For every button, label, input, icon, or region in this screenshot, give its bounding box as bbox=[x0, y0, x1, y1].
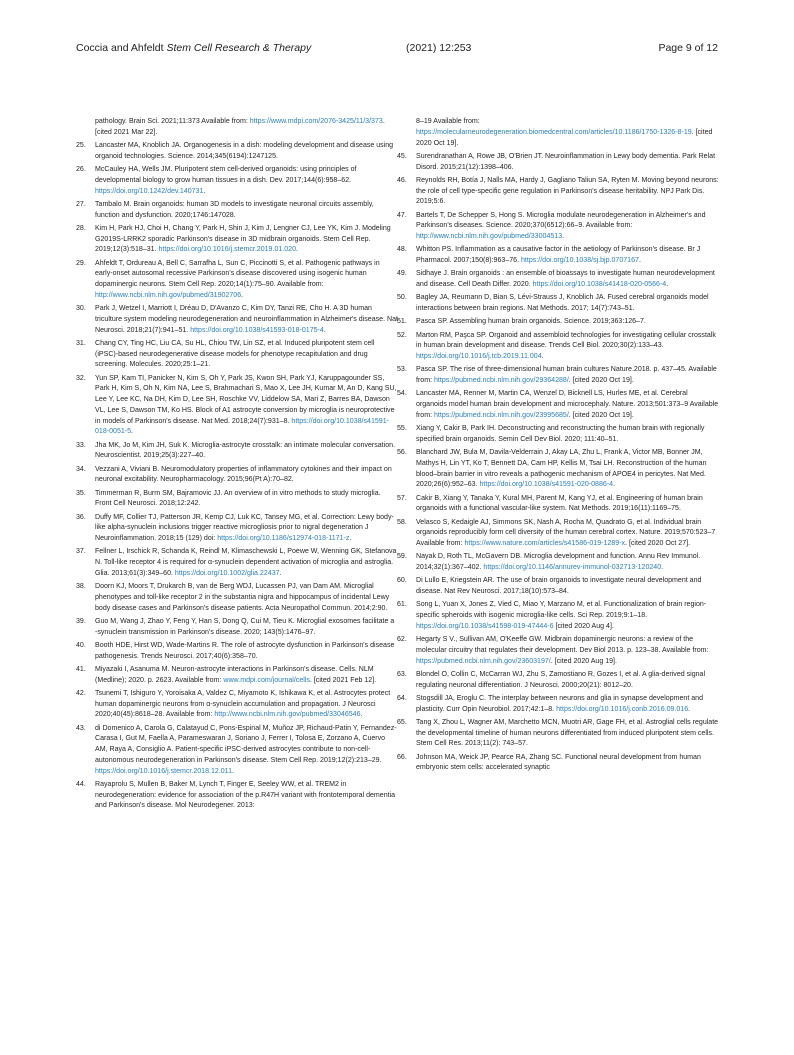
reference-link[interactable]: https://doi.org/10.1002/glia.22437 bbox=[174, 569, 280, 577]
reference-text: Sidhaye J. Brain organoids : an ensemble of bioassays to investigate human neurodevelopment and disease. Cell Death Differ. 2020. bbox=[416, 270, 715, 288]
reference-number: 63. bbox=[397, 670, 407, 678]
reference-entry bbox=[397, 448, 719, 491]
reference-text: Lancaster MA, Knoblich JA. Organogenesis in a dish: modeling development and disease using organoid technologies. Science. 2014;345(6194):1247125. bbox=[95, 142, 394, 160]
reference-entry bbox=[76, 304, 398, 336]
reference-text: Nayak D, Roth TL, McGavern DB. Microglia development and function. Annu Rev Immunol. 2014;32(1):367–402. bbox=[416, 553, 701, 571]
reference-number: 47. bbox=[397, 211, 407, 219]
reference-number: 26. bbox=[76, 166, 86, 173]
reference-text: Chang CY, Ting HC, Liu CA, Su HL, Chiou TW, Lin SZ, et al. Induced pluripotent stem cell (iPSC)-based neurodegenerative disease models for phenotype recapitulation and drug screening. Molecules. 2020;25:1–21. bbox=[95, 339, 375, 369]
reference-link[interactable]: https://doi.org/10.1016/j.conb.2016.09.016 bbox=[556, 705, 689, 713]
reference-text: Song L, Yuan X, Jones Z, Vied C, Miao Y, Marzano M, et al. Functionalization of brain region-specific spheroids with isogenic microglia-like cells. Sci Rep. 2019;9:1–18. bbox=[416, 601, 707, 619]
reference-text: Doorn KJ, Moors T, Drukarch B, van de Berg WDJ, Lucassen PJ, van Dam AM. Microglial phenotypes and toll-like receptor 2 in the substantia nigra and hippocampus of incidental Lewy body disease cases and Parkinson's disease patients. Acta Neuropathol Commun. 2014;2:90. bbox=[95, 583, 390, 612]
reference-link[interactable]: https://doi.org/10.1016/j.stemcr.2018.12.011 bbox=[95, 767, 232, 775]
reference-text-suffix: . bbox=[203, 187, 206, 195]
reference-text: di Domenico A, Carola G, Calatayud C, Pons-Espinal M, Muñoz JP, Richaud-Patin Y, Fernandez-Carasa I, Gut M, Faella A, Parameswaran J, Soriano J, Ferrer I, Tolosa E, Zorzano A, Cuervo AM, Raya A, Consiglio A. Patient-specific iPSC-derived astrocytes contribute to non-cell-autonomous neurodegeneration in Parkinson's disease. Stem Cell Rep. 2019;12(2):213–29. bbox=[95, 724, 397, 764]
reference-text-suffix: . bbox=[296, 246, 298, 254]
reference-text-suffix: . [cited 2021 Feb 12]. bbox=[309, 676, 377, 684]
reference-text: Jha MK, Jo M, Kim JH, Suk K. Microglia-astrocyte crosstalk: an intimate molecular conversation. Neuroscientist. 2019;25(3):227–40. bbox=[95, 441, 395, 460]
reference-number: 25. bbox=[76, 142, 86, 149]
reference-entry bbox=[397, 576, 719, 598]
reference-number: 28. bbox=[76, 224, 86, 232]
reference-text: Tang X, Zhou L, Wagner AM, Marchetto MCN, Muotri AR, Gage FH, et al. Astroglial cells regulate the developmental timeline of human neurons differentiated from induced pluripotent stem cells. Stem Cell Res. 2013;11(2): 743–57. bbox=[416, 718, 719, 748]
reference-entry bbox=[397, 552, 719, 574]
reference-text: Xiang Y, Cakir B, Park IH. Deconstructing and reconstructing the human brain with regionally specified brain organoids. Semin Cell Dev Biol. 2020; 111:40–51. bbox=[416, 425, 705, 443]
reference-text: Marton RM, Paşca SP. Organoid and assembloid technologies for investigating cellular crosstalk in human brain development and disease. Trends Cell Biol. 2020;30(2):133–43. bbox=[416, 331, 716, 350]
reference-link[interactable]: http://www.ncbi.nlm.nih.gov/pubmed/33004513 bbox=[416, 233, 563, 240]
reference-text-suffix: [cited 2020 Aug 4]. bbox=[553, 622, 614, 630]
reference-number: 42. bbox=[76, 689, 86, 697]
reference-entry bbox=[76, 224, 398, 256]
reference-number: 45. bbox=[397, 152, 407, 160]
reference-text-suffix: . [cited 2020 Oct 19]. bbox=[416, 128, 713, 147]
reference-entry bbox=[76, 259, 398, 302]
reference-entry bbox=[76, 582, 398, 614]
reference-text-suffix: . bbox=[562, 233, 565, 240]
reference-number: 29. bbox=[76, 259, 86, 267]
reference-entry bbox=[397, 211, 719, 243]
reference-text-suffix: . bbox=[661, 564, 664, 571]
reference-text: Tsunemi T, Ishiguro Y, Yoroisaka A, Valdez C, Miyamoto K, Ishikawa K, et al. Astrocytes protect human dopaminergic neurons from α-synuclein accumulation and propagation. J Neurosci 2020;40(45):8618–28. Available from: bbox=[95, 689, 391, 719]
reference-entry bbox=[397, 152, 719, 174]
reference-link[interactable]: https://www.nature.com/articles/s41586-019-1289-x bbox=[464, 540, 626, 547]
reference-number: 36. bbox=[76, 513, 86, 521]
reference-text: Blanchard JW, Bula M, Davila-Velderrain J, Akay LA, Zhu L, Frank A, Victor MB, Bonner JM, Mathys H, Lin YT, Ko T, Bennett DA, Cam HP, Kellis M, Tsai LH. Reconstruction of the human blood–brain barrier in vitro reveals a pathogenic mechanism of APOE4 in pericytes. Nat Med. 2020;26(6):952–63. bbox=[416, 449, 707, 489]
reference-entry bbox=[76, 141, 398, 163]
reference-number: 56. bbox=[397, 449, 407, 456]
reference-entry bbox=[76, 441, 398, 463]
reference-link[interactable]: https://doi.org/10.1038/s41593-018-0175-4 bbox=[190, 326, 324, 334]
header-journal: Stem Cell Research & Therapy bbox=[166, 42, 312, 54]
reference-number: 46. bbox=[397, 176, 407, 184]
reference-text: Vezzani A, Viviani B. Neuromodulatory properties of inflammatory cytokines and their impact on neuronal excitability. Neuropharmacology. 2015;96(Pt A):70–82. bbox=[95, 465, 392, 484]
reference-number: 49. bbox=[397, 270, 407, 278]
reference-number: 44. bbox=[76, 780, 86, 788]
reference-entry bbox=[397, 117, 719, 149]
reference-text-suffix: . bbox=[349, 535, 352, 542]
reference-number: 39. bbox=[76, 617, 86, 625]
reference-text: Hegarty S V., Sullivan AM, O'Keeffe GW. Midbrain dopaminergic neurons: a review of the molecular circuitry that regulates their development. Dev Biol 2013. p. 123–38. Available from: bbox=[416, 636, 709, 654]
reference-entry bbox=[76, 374, 398, 439]
reference-number: 61. bbox=[397, 601, 407, 609]
reference-link[interactable]: https://doi.org/10.1242/dev.140731 bbox=[95, 187, 204, 195]
reference-number: 59. bbox=[397, 553, 407, 561]
reference-text: Stogsdill JA, Eroglu C. The interplay between neurons and glia in synapse development and plasticity. Curr Opin Neurobiol. 2017;42:1–8. bbox=[416, 694, 704, 713]
reference-text-suffix: . bbox=[360, 711, 363, 719]
reference-number: 43. bbox=[76, 724, 86, 732]
reference-text-suffix: . bbox=[541, 353, 544, 360]
reference-entry bbox=[397, 293, 719, 315]
reference-number: 65. bbox=[397, 718, 407, 726]
reference-entry bbox=[76, 689, 398, 721]
reference-entry bbox=[397, 389, 719, 421]
reference-link[interactable]: https://doi.org/10.1038/s41591-018-0051-5 bbox=[95, 417, 389, 436]
reference-number: 58. bbox=[397, 518, 407, 526]
reference-entry bbox=[76, 641, 398, 663]
reference-entry bbox=[76, 465, 398, 487]
reference-number: 27. bbox=[76, 200, 86, 208]
reference-link[interactable]: https://pubmed.ncbi.nlm.nih.gov/23603197/ bbox=[416, 657, 551, 665]
reference-number: 57. bbox=[397, 494, 407, 502]
reference-entry bbox=[397, 753, 719, 775]
reference-text: Reynolds RH, Botía J, Nalls MA, Hardy J, Gagliano Taliun SA, Ryten M. Moving beyond neurons: the role of cell type-specific gene regulation in Parkinson's disease heritability. NPJ Park Dis. 2019;5:6. bbox=[416, 176, 719, 206]
reference-text: Bartels T, De Schepper S, Hong S. Microglia modulate neurodegeneration in Alzheimer's and Parkinson's diseases. Science. 2020;370(6512):66–9. Available from: bbox=[416, 211, 706, 230]
reference-entry bbox=[397, 176, 719, 208]
reference-link[interactable]: https://molecularneurodegeneration.biomedcentral.com/articles/10.1186/1750-1326-8-19 bbox=[416, 128, 692, 136]
reference-text-suffix: . [cited 2020 Oct 27]. bbox=[625, 540, 691, 547]
reference-number: 41. bbox=[76, 665, 86, 673]
reference-entry bbox=[397, 494, 719, 516]
reference-link[interactable]: http://www.ncbi.nlm.nih.gov/pubmed/33046546 bbox=[214, 711, 361, 719]
reference-text: McCauley HA, Wells JM. Pluripotent stem cell-derived organoids: using principles of developmental biology to grow human tissues in a dish. Dev. 2017;144(6):958–62. bbox=[95, 166, 357, 184]
reference-text: Fellner L, Irschick R, Schanda K, Reindl M, Klimaschewski L, Poewe W, Wenning GK, Stefanova N. Toll-like receptor 4 is required for α-synuclein dependent activation of microglia and astroglia. Glia. 2013;61(3):349–60. bbox=[95, 548, 397, 577]
reference-number: 66. bbox=[397, 753, 407, 761]
reference-text: Tambalo M. Brain organoids: human 3D models to investigate neuronal circuits assembly, function and dysfunction. 2020;1746:147028. bbox=[95, 200, 374, 219]
reference-text: Blondel O, Collin C, McCarran WJ, Zhu S, Zamostiano R, Gozes I, et al. A glia-derived signal regulating neuronal differentiation. J Neurosci. 2000;20(21): 8012–20. bbox=[416, 670, 706, 689]
reference-entry bbox=[76, 117, 398, 139]
reference-entry bbox=[397, 424, 719, 446]
reference-entry bbox=[76, 780, 398, 812]
reference-link[interactable]: https://pubmed.ncbi.nlm.nih.gov/23995685/ bbox=[434, 411, 569, 419]
reference-entry bbox=[397, 718, 719, 750]
reference-text: Ahfeldt T, Ordureau A, Bell C, Sarrafha L, Sun C, Piccinotti S, et al. Pathogenic pathways in early-onset autosomal recessive Parkinson's disease discovered using isogenic human dopaminergic neurons. Stem Cell Rep. 2020;14(1):75–90. Available from: bbox=[95, 259, 380, 288]
reference-text: Miyazaki I, Asanuma M. Neuron-astrocyte interactions in Parkinson's disease. Cells. NLM (Medline); 2020. p. 2623. Available from: bbox=[95, 665, 374, 684]
reference-text: Yun SP, Kam TI, Panicker N, Kim S, Oh Y, Park JS, Kwon SH, Park YJ, Karuppagounder SS, Park H, Kim S, Oh N, Kim NA, Lee S, Brahmachari S, Mao X, Lee JH, Kumar M, An D, Kang SU, Lee Y, Lee KC, Na DH, Kim D, Lee SH, Roschke VV, Liddelow SA, Mari Z, Barres BA, Dawson VL, Lee S, Dawson TM, Ko HS. Block of A1 astrocyte conversion by microglia is neuroprotective in models of Parkinson's disease. Nat Med. 2018;24(7):931–8. bbox=[95, 374, 397, 425]
reference-number: 32. bbox=[76, 374, 86, 382]
reference-text-suffix: . bbox=[231, 767, 234, 775]
reference-entry bbox=[397, 694, 719, 716]
reference-text: Duffy MF, Collier TJ, Patterson JR, Kemp CJ, Luk KC, Tansey MG, et al. Correction: Lewy body-like alpha-synuclein inclusions trigger reactive microgliosis prior to nigral degeneration J Neuroinflammation. 2018;15 (129) doi: bbox=[95, 513, 394, 542]
reference-text-suffix: . bbox=[241, 291, 244, 299]
reference-entry bbox=[397, 365, 719, 387]
reference-entry bbox=[76, 617, 398, 639]
header-page-number: Page 9 of 12 bbox=[658, 42, 718, 54]
reference-entry bbox=[76, 339, 398, 371]
reference-text: 8–19 Available from: bbox=[416, 118, 480, 125]
reference-number: 40. bbox=[76, 641, 86, 649]
reference-text-suffix: . [cited 2020 Oct 19]. bbox=[568, 411, 634, 419]
reference-link[interactable]: https://doi.org/10.1016/j.stemcr.2019.01.020 bbox=[158, 246, 296, 254]
reference-number: 34. bbox=[76, 465, 86, 473]
reference-text: Velasco S, Kedaigle AJ, Simmons SK, Nash A, Rocha M, Quadrato G, et al. Individual brain organoids reproducibly form cell diversity of the human cerebral cortex. Nature. 2019;570:523–7 Available from: bbox=[416, 518, 716, 547]
reference-entry bbox=[76, 513, 398, 545]
reference-text-suffix: . [cited 2020 Oct 19]. bbox=[568, 377, 634, 384]
reference-text: Johnson MA, Weick JP, Pearce RA, Zhang SC. Functional neural development from human embryonic stem cells: accelerated synaptic bbox=[416, 753, 701, 772]
reference-number: 37. bbox=[76, 548, 86, 556]
reference-text-suffix: . [cited 2021 Mar 22]. bbox=[95, 118, 385, 136]
reference-text: Kim H, Park HJ, Choi H, Chang Y, Park H, Shin J, Kim J, Lengner CJ, Lee YK, Kim J. Modeling G2019S-LRRK2 sporadic Parkinson's disease in 3D midbrain organoids. Stem Cell Rep. 2019;12(3):518–31. bbox=[95, 224, 391, 254]
reference-number: 52. bbox=[397, 331, 407, 339]
reference-entry bbox=[76, 200, 398, 222]
reference-entry bbox=[397, 269, 719, 291]
reference-text: Park J, Wetzel I, Marriott I, Dréau D, D'Avanzo C, Kim DY, Tanzi RE, Cho H. A 3D human triculture system modeling neurodegeneration and neuroinflammation in Alzheimer's disease. Nat Neurosci. 2018;21(7):941–51. bbox=[95, 305, 398, 334]
reference-number: 54. bbox=[397, 390, 407, 398]
reference-entry bbox=[397, 245, 719, 267]
header-citation bbox=[76, 41, 311, 55]
reference-entry bbox=[76, 665, 398, 687]
reference-link[interactable]: https://doi.org/10.1038/sj.bjp.0707167 bbox=[521, 257, 639, 264]
header-year-issue: (2021) 12:253 bbox=[406, 42, 472, 54]
reference-link[interactable]: https://doi.org/10.1186/s12974-018-1171-z bbox=[217, 535, 350, 542]
reference-number: 35. bbox=[76, 489, 86, 497]
reference-column-right bbox=[397, 117, 719, 777]
reference-text: pathology. Brain Sci. 2021;11:373 Available from: bbox=[95, 118, 250, 125]
reference-number: 60. bbox=[397, 577, 407, 585]
reference-number: 48. bbox=[397, 246, 407, 254]
reference-text: Di Lullo E, Kriegstein AR. The use of brain organoids to investigate neural development and disease. Nat Rev Neurosci. 2017;18(10):573–84. bbox=[416, 577, 702, 595]
reference-text-suffix: . bbox=[638, 257, 641, 264]
reference-number: 64. bbox=[397, 694, 407, 702]
reference-text: Whitton PS. Inflammation as a causative factor in the aetiology of Parkinson's disease. Br J Pharmacol. 2007;150(8):963–76. bbox=[416, 246, 701, 264]
reference-entry bbox=[397, 331, 719, 363]
reference-number: 33. bbox=[76, 441, 86, 449]
reference-number: 62. bbox=[397, 636, 407, 643]
reference-number: 30. bbox=[76, 305, 86, 312]
reference-entry bbox=[76, 547, 398, 579]
reference-text: Booth HDE, Hirst WD, Wade-Martins R. The role of astrocyte dysfunction in Parkinson's disease pathogenesis. Trends Neurosci. 2017;40(6):358–70. bbox=[95, 641, 395, 660]
reference-link[interactable]: https://www.mdpi.com/2076-3425/11/3/373 bbox=[249, 118, 383, 125]
reference-number: 53. bbox=[397, 366, 407, 374]
reference-text: Cakir B, Xiang Y, Tanaka Y, Kural MH, Parent M, Kang YJ, et al. Engineering of human brain organoids with a functional vascular-like system. Nat Methods. 2019;16(11):1169–75. bbox=[416, 494, 703, 513]
reference-number: 55. bbox=[397, 425, 407, 432]
reference-number: 50. bbox=[397, 294, 407, 302]
reference-text: Rayaprolu S, Mullen B, Baker M, Lynch T, Finger E, Seeley WW, et al. TREM2 in neurodegeneration: evidence for association of the p.R47H variant with frontotemporal dementia and Parkinson's disease. Mol Neurodegener. 2013: bbox=[95, 780, 396, 810]
reference-text: Pasca SP. The rise of three-dimensional human brain cultures Nature.2018. p. 437–45. Available from: bbox=[416, 366, 717, 384]
reference-link[interactable]: https://doi.org/10.1146/annurev-immunol-032713-120240 bbox=[483, 564, 662, 571]
running-header bbox=[76, 41, 718, 55]
reference-link[interactable]: http://www.ncbi.nlm.nih.gov/pubmed/31902706 bbox=[95, 291, 242, 299]
reference-text: Lancaster MA, Renner M, Martin CA, Wenzel D, Bicknell LS, Hurles ME, et al. Cerebral organoids model human brain development and microcephaly. Nature. 2013;501:373–9 Available from: bbox=[416, 390, 719, 419]
reference-entry bbox=[397, 635, 719, 667]
reference-entry bbox=[397, 670, 719, 692]
reference-text: Guo M, Wang J, Zhao Y, Feng Y, Han S, Dong Q, Cui M, Tieu K. Microglial exosomes facilitate a -synuclein transmission in Parkinson's disease. 2020; 143(5):1476–97. bbox=[95, 617, 395, 636]
reference-text-suffix: . bbox=[279, 569, 282, 577]
reference-link[interactable]: https://doi.org/10.1038/s41418-020-0566-4 bbox=[532, 281, 667, 288]
reference-link[interactable]: https://doi.org/10.1016/j.tcb.2019.11.004 bbox=[416, 353, 542, 360]
reference-text: Bagley JA, Reumann D, Bian S, Lévi-Strauss J, Knoblich JA. Fused cerebral organoids model interactions between brain regions. Nat Methods. 2017; 14(7):743–51. bbox=[416, 294, 709, 312]
reference-entry bbox=[397, 600, 719, 632]
reference-link[interactable]: https://pubmed.ncbi.nlm.nih.gov/29364288/ bbox=[434, 377, 569, 384]
reference-link[interactable]: www.mdpi.com/journal/cells bbox=[223, 676, 310, 684]
reference-column-left bbox=[76, 117, 398, 815]
reference-number: 38. bbox=[76, 583, 86, 590]
reference-text: Timmerman R, Burm SM, Bajramovic JJ. An overview of in vitro methods to study microglia. Front Cell Neurosci. 2018;12:242. bbox=[95, 489, 381, 508]
reference-number: 51. bbox=[397, 318, 407, 326]
reference-link[interactable]: https://doi.org/10.1038/s41591-020-0886-4 bbox=[479, 481, 614, 489]
reference-text: Pasca SP. Assembling human brain organoids. Science. 2019;363:126–7. bbox=[416, 318, 646, 326]
reference-entry bbox=[397, 518, 719, 550]
reference-text-suffix: . bbox=[323, 326, 326, 334]
reference-text-suffix: . bbox=[666, 281, 669, 288]
reference-entry bbox=[397, 317, 719, 328]
reference-link[interactable]: https://doi.org/10.1038/s41598-019-47444-6 bbox=[416, 622, 554, 630]
reference-number: 31. bbox=[76, 339, 86, 347]
reference-text-suffix: . [cited 2020 Aug 19]. bbox=[550, 657, 617, 665]
reference-entry bbox=[76, 165, 398, 197]
reference-text: Surendranathan A, Rowe JB, O'Brien JT. Neuroinflammation in Lewy body dementia. Park Relat Disord. 2015;21(12):1398–406. bbox=[416, 152, 716, 171]
reference-entry bbox=[76, 724, 398, 778]
reference-text-suffix: . bbox=[131, 428, 134, 436]
reference-text-suffix: . bbox=[613, 481, 616, 489]
header-authors: Coccia and Ahfeldt bbox=[76, 42, 164, 54]
reference-entry bbox=[76, 489, 398, 511]
reference-text-suffix: . bbox=[688, 705, 691, 713]
